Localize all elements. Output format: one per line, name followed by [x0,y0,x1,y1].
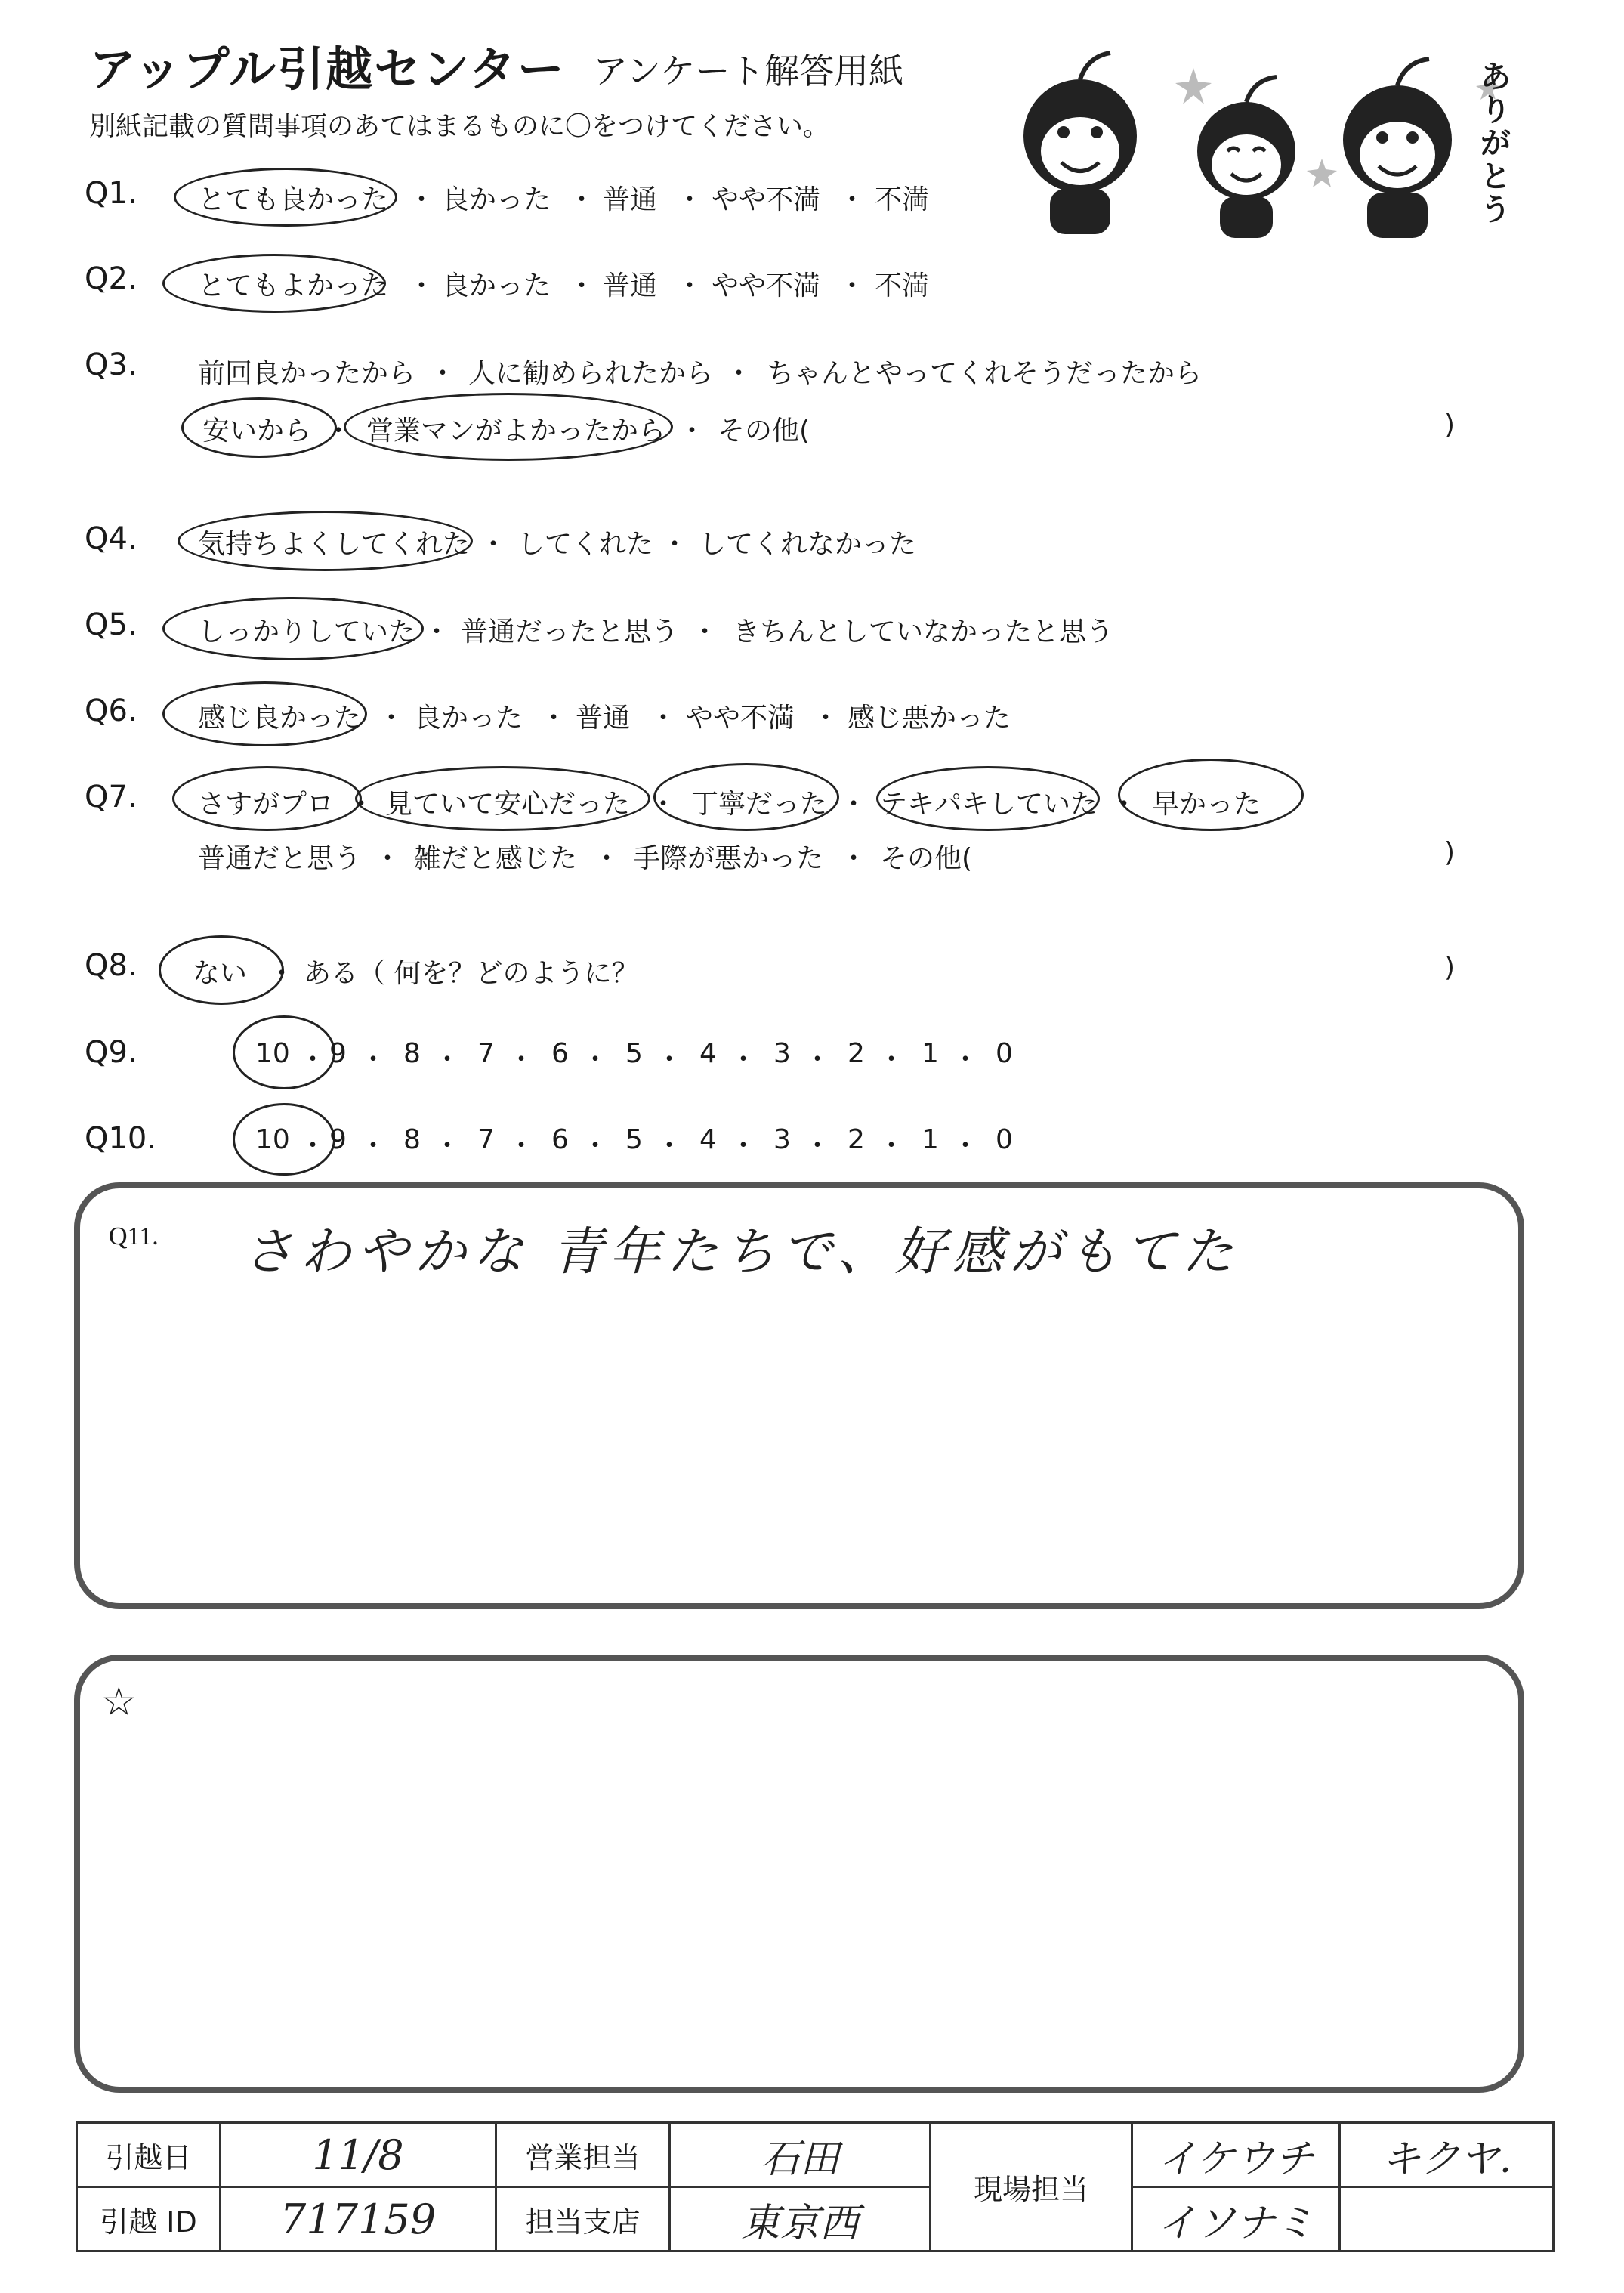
q3-option[interactable]: その他( [718,416,810,447]
q7-options-line1: さすがプロ ・ 見ていて安心だった ・ 丁寧だった ・ テキパキしていた ・ 早かった [0,783,1624,820]
q9-scale-value[interactable]: 3 [773,1038,791,1069]
q6-option[interactable]: 良かった [414,703,523,734]
q6-options: 感じ良かった ・ 良かった ・ 普通 ・ やや不満 ・ 感じ悪かった [0,697,1624,734]
q3-options-line1: 前回良かったから ・ 人に勧められたから ・ ちゃんとやってくれそうだったから [0,352,1624,390]
q3-option[interactable]: ちゃんとやってくれそうだったから [767,358,1203,389]
q3-option[interactable]: 安いから [202,416,312,447]
q5-options: しっかりしていた ・ 普通だったと思う ・ きちんとしていなかったと思う [0,610,1624,648]
q9-scale-value[interactable]: 9 [329,1038,347,1069]
site-staff-name: イソナミ [1132,2187,1340,2251]
q7-option[interactable]: 手際が悪かった [633,843,824,874]
q10-scale-value[interactable]: 9 [329,1124,347,1155]
q6-option[interactable]: やや不満 [686,703,795,734]
q7-option[interactable]: 雑だと感じた [414,843,578,874]
q7-option[interactable]: その他( [880,843,973,874]
q9-scale-value[interactable]: 4 [699,1038,717,1069]
q10-scale-value[interactable]: 8 [403,1124,421,1155]
q2-option[interactable]: 普通 [603,270,658,301]
q9-scale-value[interactable]: 7 [477,1038,495,1069]
q10-scale-value[interactable]: 3 [773,1124,791,1155]
company-title: アップル引越センター [89,42,566,97]
q10-scale-value[interactable]: 7 [477,1124,495,1155]
q3-option[interactable]: 前回良かったから [198,358,416,389]
q2-option[interactable]: とてもよかった [198,270,389,301]
q7-options-line2: 普通だと思う ・ 雑だと感じた ・ 手際が悪かった ・ その他( ) [198,837,1456,874]
move-info-table [76,2121,1555,2252]
site-staff-label: 現場担当 [931,2123,1132,2251]
q1-label: Q1. [85,176,137,211]
star-comment-box[interactable] [74,1655,1524,2093]
q5-option[interactable]: 普通だったと思う [461,617,679,647]
q5-option[interactable]: しっかりしていた [198,617,416,647]
branch-label: 担当支店 [496,2187,670,2251]
q7-option[interactable]: 丁寧だった [691,789,828,820]
q9-scale-value[interactable]: 8 [403,1038,421,1069]
q8-label: Q8. [85,948,137,983]
q1-option[interactable]: 不満 [875,184,930,215]
q7-close-paren: ) [1444,837,1456,868]
q1-option[interactable]: 良かった [442,184,551,215]
q5-option[interactable]: きちんとしていなかったと思う [733,617,1114,647]
q5-label: Q5. [85,607,137,642]
q9-scale-value[interactable]: 2 [848,1038,865,1069]
mascot-text: ありがとう [1480,60,1511,227]
q10-scale-value[interactable]: 4 [699,1124,717,1155]
move-id-value: 717159 [221,2187,496,2251]
star-icon: ☆ [101,1680,137,1725]
q3-close-paren: ) [1444,409,1456,440]
q9-scale-value[interactable]: 10 [255,1038,290,1069]
q10-scale: 10 ・ 9 ・ 8 ・ 7 ・ 6 ・ 5 ・ 4 ・ 3 ・ 2 ・ 1 ・ 0 [0,1124,1624,1162]
q8-option[interactable]: ある（ 何を？どのように？ [304,958,639,989]
q9-scale-value[interactable]: 6 [551,1038,569,1069]
q7-option[interactable]: 早かった [1152,789,1261,820]
q9-scale-value[interactable]: 5 [625,1038,643,1069]
q2-label: Q2. [85,261,137,296]
move-date-value: 11/8 [221,2123,496,2187]
site-staff-name [1340,2187,1554,2251]
q9-label: Q9. [85,1035,137,1070]
sales-staff-value: 石田 [670,2123,931,2187]
q3-option[interactable]: 人に勧められたから [468,358,714,389]
q4-options: 気持ちよくしてくれた ・ してくれた ・ してくれなかった [0,523,1624,561]
q10-scale-value[interactable]: 6 [551,1124,569,1155]
q4-option[interactable]: してくれた [517,529,654,560]
q9-scale: 10 ・ 9 ・ 8 ・ 7 ・ 6 ・ 5 ・ 4 ・ 3 ・ 2 ・ 1 ・ 0 [0,1038,1624,1076]
site-staff-name: キクヤ. [1340,2123,1554,2187]
branch-value: 東京西 [670,2187,931,2251]
q6-option[interactable]: 感じ良かった [198,703,362,734]
q6-option[interactable]: 感じ悪かった [848,703,1011,734]
q7-option[interactable]: 見ていて安心だった [385,789,631,820]
q11-handwritten-answer: さわやかな 青年たちで、好感がもてた [242,1222,1240,1282]
q3-label: Q3. [85,348,137,382]
q7-option[interactable]: テキパキしていた [880,789,1098,820]
q10-label: Q10. [85,1121,157,1156]
q7-option[interactable]: 普通だと思う [198,843,362,874]
q10-scale-value[interactable]: 10 [255,1124,290,1155]
q8-options: ない ・ ある（ 何を？どのように？ ) [0,952,1624,990]
form-subtitle: アンケート解答用紙 [593,51,904,91]
q3-options-line2: 安いから ・ 営業マンがよかったから ・ その他( ) [0,409,1624,447]
q1-options: とても良かった ・ 良かった ・ 普通 ・ やや不満 ・ 不満 [0,178,1624,216]
q10-scale-value[interactable]: 0 [996,1124,1013,1155]
q8-option[interactable]: ない [193,958,248,989]
q6-option[interactable]: 普通 [576,703,631,734]
q11-answer-box[interactable] [74,1182,1524,1609]
q4-option[interactable]: 気持ちよくしてくれた [198,529,471,560]
q6-label: Q6. [85,694,137,728]
q11-label: Q11. [109,1222,159,1250]
instruction-text: 別紙記載の質問事項のあてはまるものに〇をつけてください。 [89,112,830,142]
q7-option[interactable]: さすがプロ [198,789,335,820]
move-date-label: 引越日 [77,2123,221,2187]
site-staff-name: イケウチ [1132,2123,1340,2187]
q10-scale-value[interactable]: 1 [922,1124,939,1155]
q4-label: Q4. [85,521,137,556]
q10-scale-value[interactable]: 5 [625,1124,643,1155]
q3-option[interactable]: 営業マンがよかったから [366,416,666,447]
q1-option[interactable]: とても良かった [198,184,389,215]
move-id-label: 引越 ID [77,2187,221,2251]
q2-option[interactable]: 不満 [875,270,930,301]
sales-staff-label: 営業担当 [496,2123,670,2187]
q2-option[interactable]: 良かった [442,270,551,301]
q10-scale-value[interactable]: 2 [848,1124,865,1155]
q1-option[interactable]: やや不満 [712,184,821,215]
q1-option[interactable]: 普通 [603,184,658,215]
q4-option[interactable]: してくれなかった [699,529,917,560]
q8-close-paren: ) [1444,952,1456,983]
q2-option[interactable]: やや不満 [712,270,821,301]
q2-options: とてもよかった ・ 良かった ・ 普通 ・ やや不満 ・ 不満 [0,264,1624,302]
q9-scale-value[interactable]: 1 [922,1038,939,1069]
q9-scale-value[interactable]: 0 [996,1038,1013,1069]
q7-label: Q7. [85,780,137,814]
